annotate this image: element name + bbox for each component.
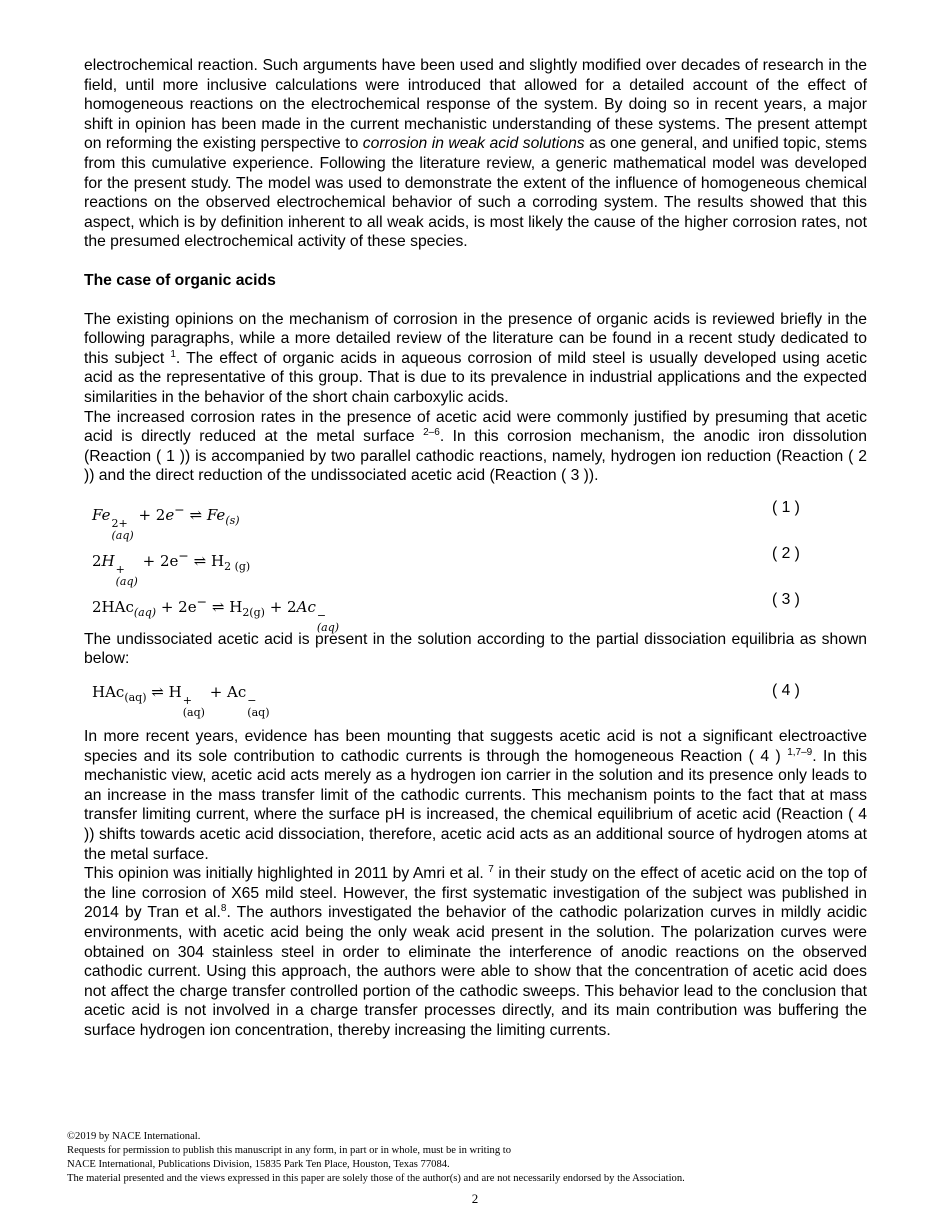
page-content <box>84 56 867 1041</box>
citation: 7 <box>488 864 494 876</box>
equation-2: 2H + (aq) + 2e− ⇌ $H_{2 (g)}$ ( 2 ) <box>92 544 800 588</box>
page-number: 2 <box>471 1191 479 1206</box>
equation-number: ( 3 ) <box>772 590 800 608</box>
footer-copyright: ©2019 by NACE International. <box>67 1131 201 1142</box>
paragraph-intro: electrochemical reaction. Such arguments have been used and slightly modified over decades of research in the field, until more inclusive calculations were introduced that allowed for a detailed account of the effect of homogeneous reactions on the electrochemical response of the system. By doing so in recent years, a major shift in opinion has been made in the current mechanistic understanding of these systems. The present attempt on reforming the existing perspective to corrosion in weak acid solutions as one general, and unified topic, stems from this cumulative experience. Following the literature review, a generic mathematical model was developed for the present study. The model was used to demonstrate the extent of the influence of homogeneous chemical reactions on the observed electrochemical behavior of such a corroding system. The results showed that this aspect, which is by definition inherent to all weak acids, is most likely the cause of the higher corrosion rates, not the presumed electrochemical activity of these species. <box>84 57 868 251</box>
copyright-footer <box>67 1130 887 1186</box>
footer-permission: Requests for permission to publish this manuscript in any form, in part or in whole, must be in writing to <box>67 1145 512 1156</box>
citation: 2–6 <box>423 427 440 439</box>
equation-number: ( 4 ) <box>772 682 800 700</box>
footer-address: NACE International, Publications Division, 15835 Park Ten Place, Houston, Texas 77084. <box>67 1159 450 1170</box>
equation-1: Fe 2+ (aq) + 2e− ⇌ $Fe_{(s)}$ ( 1 ) <box>92 498 800 542</box>
paragraph-dissociation: The undissociated acetic acid is present in the solution according to the partial dissociation equilibria as shown below: <box>84 630 867 668</box>
section-heading: The case of organic acids <box>84 271 276 289</box>
equation-3: 2HAc$_{(aq)}$ + 2e− ⇌ $H_{2(g)} + 2Ac$ − (aq) ( 3 ) <box>92 590 800 634</box>
equation-number: ( 2 ) <box>772 544 800 562</box>
paragraph-organic-acids: The existing opinions on the mechanism of corrosion in the presence of organic acids is reviewed briefly in the following paragraphs, while a more detailed review of the literature can be found in a recent study dedicated to this subject $^1$. The effect of organic acids in aqueous corrosion of mild steel is usually developed using acetic acid as the representative of this group. That is due to its prevalence in industrial applications and the expected similarities in the behavior of the short chain carboxylic acids. <box>84 310 867 406</box>
citation: 8 <box>220 903 227 915</box>
italic-phrase: corrosion in weak acid solutions <box>362 135 585 153</box>
citation: 1,7–9 <box>787 746 813 758</box>
citation: 1 <box>170 348 176 360</box>
equation-number: ( 1 ) <box>772 498 800 516</box>
paragraph-amri-tran: This opinion was initially highlighted in 2011 by Amri et al. $^7$ in their study on the effect of acetic acid on the top of the line corrosion of X65 mild steel. However, the first systematic investigation of the subject was published in 2014 by Tran et al.$^8$. The authors investigated the behavior of the cathodic polarization curves in mildly acidic environments, with acetic acid being the only weak acid present in the solution. The polarization curves were obtained on 304 stainless steel in order to eliminate the interference of anodic reactions on the observed cathodic current. Using this approach, the authors were able to show that the concentration of acetic acid does not affect the charge transfer controlled portion of the cathodic sweeps. This behavior lead to the conclusion that acetic acid is not involved in a charge transfer processes directly, and its main contribution was buffering the surface hydrogen ion concentration, thereby increasing the limiting currents. <box>84 864 868 1039</box>
paragraph-corrosion-mechanism: The increased corrosion rates in the presence of acetic acid were commonly justified by presuming that acetic acid is directly reduced at the metal surface $^{2-6}$. In this corrosion mechanism, the anodic iron dissolution (Reaction ( 1 )) is accompanied by two parallel cathodic reactions, namely, hydrogen ion reduction (Reaction ( 2 )) and the direct reduction of the undissociated acetic acid (Reaction ( 3 )). <box>84 408 867 485</box>
equation-4: HAc$_{(aq)}$ ⇌ H + (aq) + Ac − (aq) ( 4 ) <box>92 682 800 720</box>
footer-disclaimer: The material presented and the views expressed in this paper are solely those of the author(s) and are not necessarily endorsed by the Association. <box>67 1173 685 1184</box>
paragraph-recent-evidence: In more recent years, evidence has been mounting that suggests acetic acid is not a significant electroactive species and its sole contribution to cathodic currents is through the homogeneous Reaction ( 4 ) $^{1,7-9}$. In this mechanistic view, acetic acid acts merely as a hydrogen ion carrier in the solution and its presence only leads to an increase in the mass transfer limit of the cathodic currents. This mechanism points to the fact that at mass transfer limiting current, where the surface pH is increased, the chemical equilibrium of acetic acid (Reaction ( 4 )) shifts towards acetic acid dissociation, therefore, acetic acid acts as an additional source of hydrogen atoms at the metal surface. <box>84 728 867 863</box>
